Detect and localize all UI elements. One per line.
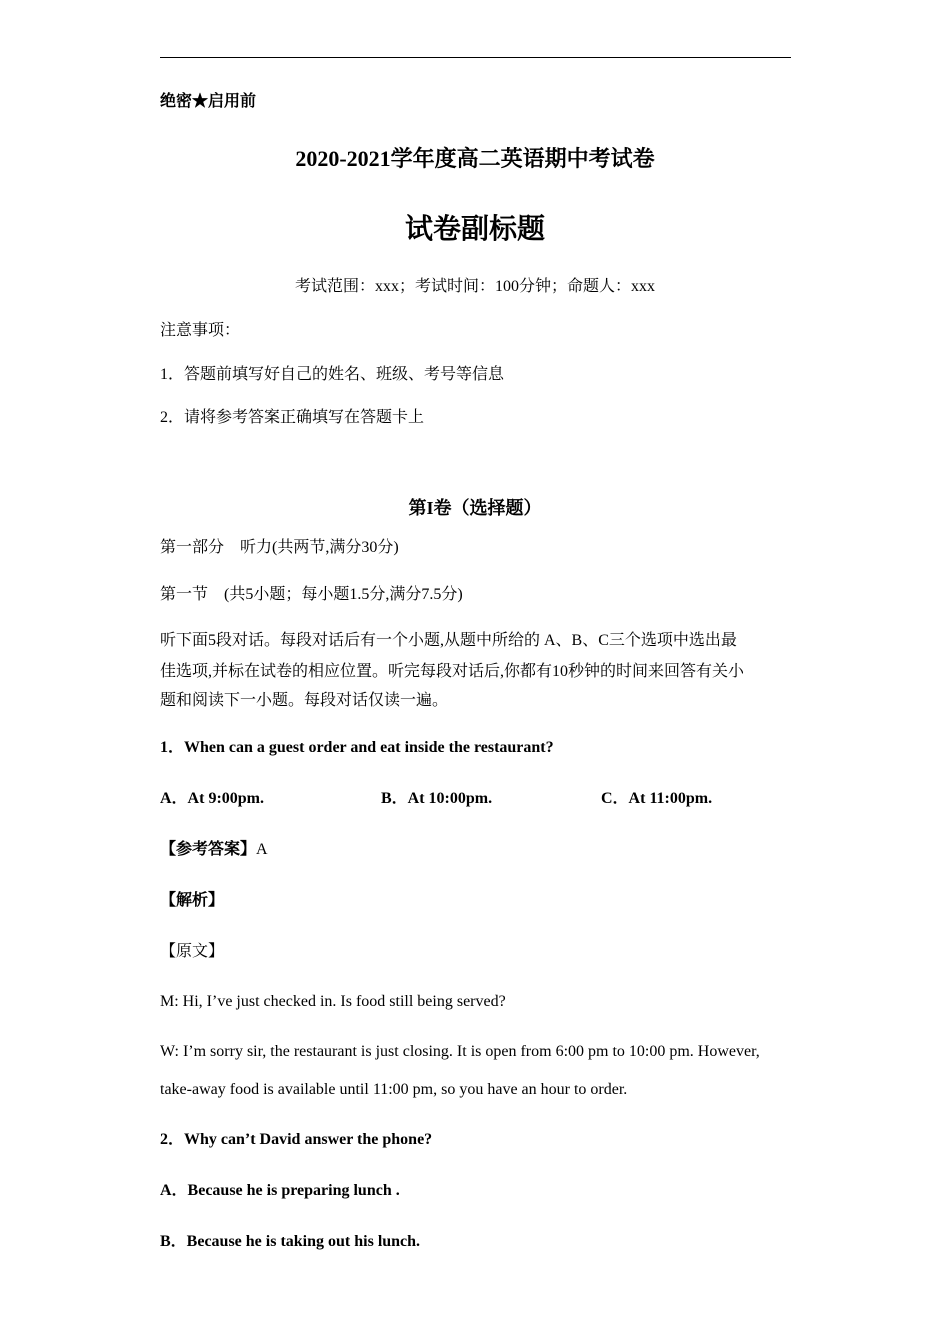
- secret-mark: 绝密★启用前: [160, 93, 257, 110]
- question-2-option-b: B．Because he is taking out his lunch.: [160, 1233, 421, 1250]
- transcript-line: take-away food is available until 11:00 pm, so you have an hour to order.: [160, 1081, 628, 1098]
- note-item: 1．答题前填写好自己的姓名、班级、考号等信息: [160, 366, 505, 383]
- header-rule: [160, 57, 791, 58]
- question-1-option-a: A．At 9:00pm.: [160, 790, 264, 807]
- question-1-stem: 1．When can a guest order and eat inside the restaurant?: [160, 739, 554, 756]
- answer-label: 【参考答案】: [160, 841, 257, 858]
- volume-title: 第I卷（选择题）: [408, 498, 542, 518]
- notes-heading: 注意事项：: [160, 322, 241, 339]
- exam-title: 2020-2021学年度高二英语期中考试卷: [295, 146, 655, 171]
- instructions-line: 听下面5段对话。每段对话后有一个小题,从题中所给的 A、B、C三个选项中选出最: [160, 632, 737, 649]
- section-title: 第一节 (共5小题；每小题1.5分,满分7.5分): [160, 586, 463, 603]
- transcript-line: W: I’m sorry sir, the restaurant is just closing. It is open from 6:00 pm to 10:00 pm. However,: [160, 1043, 760, 1060]
- instructions-line: 题和阅读下一小题。每段对话仅读一遍。: [160, 692, 449, 709]
- instructions-line: 佳选项,并标在试卷的相应位置。听完每段对话后,你都有10秒钟的时间来回答有关小: [160, 663, 745, 680]
- question-2-stem: 2．Why can’t David answer the phone?: [160, 1131, 433, 1148]
- question-1-option-c: C．At 11:00pm.: [601, 790, 713, 807]
- answer-value: A: [256, 841, 268, 858]
- question-1-option-b: B．At 10:00pm.: [381, 790, 493, 807]
- exam-subtitle: 试卷副标题: [404, 214, 545, 245]
- question-2-option-a: A．Because he is preparing lunch .: [160, 1182, 400, 1199]
- answer-line: [160, 840, 268, 860]
- note-item: 2．请将参考答案正确填写在答题卡上: [160, 409, 425, 426]
- transcript-line: M: Hi, I’ve just checked in. Is food still being served?: [160, 993, 506, 1010]
- part-title: 第一部分 听力(共两节,满分30分): [160, 539, 399, 556]
- exam-info: 考试范围：xxx；考试时间：100分钟；命题人：xxx: [294, 278, 655, 295]
- analysis-label: 【解析】: [160, 892, 225, 909]
- source-label: 【原文】: [160, 943, 225, 960]
